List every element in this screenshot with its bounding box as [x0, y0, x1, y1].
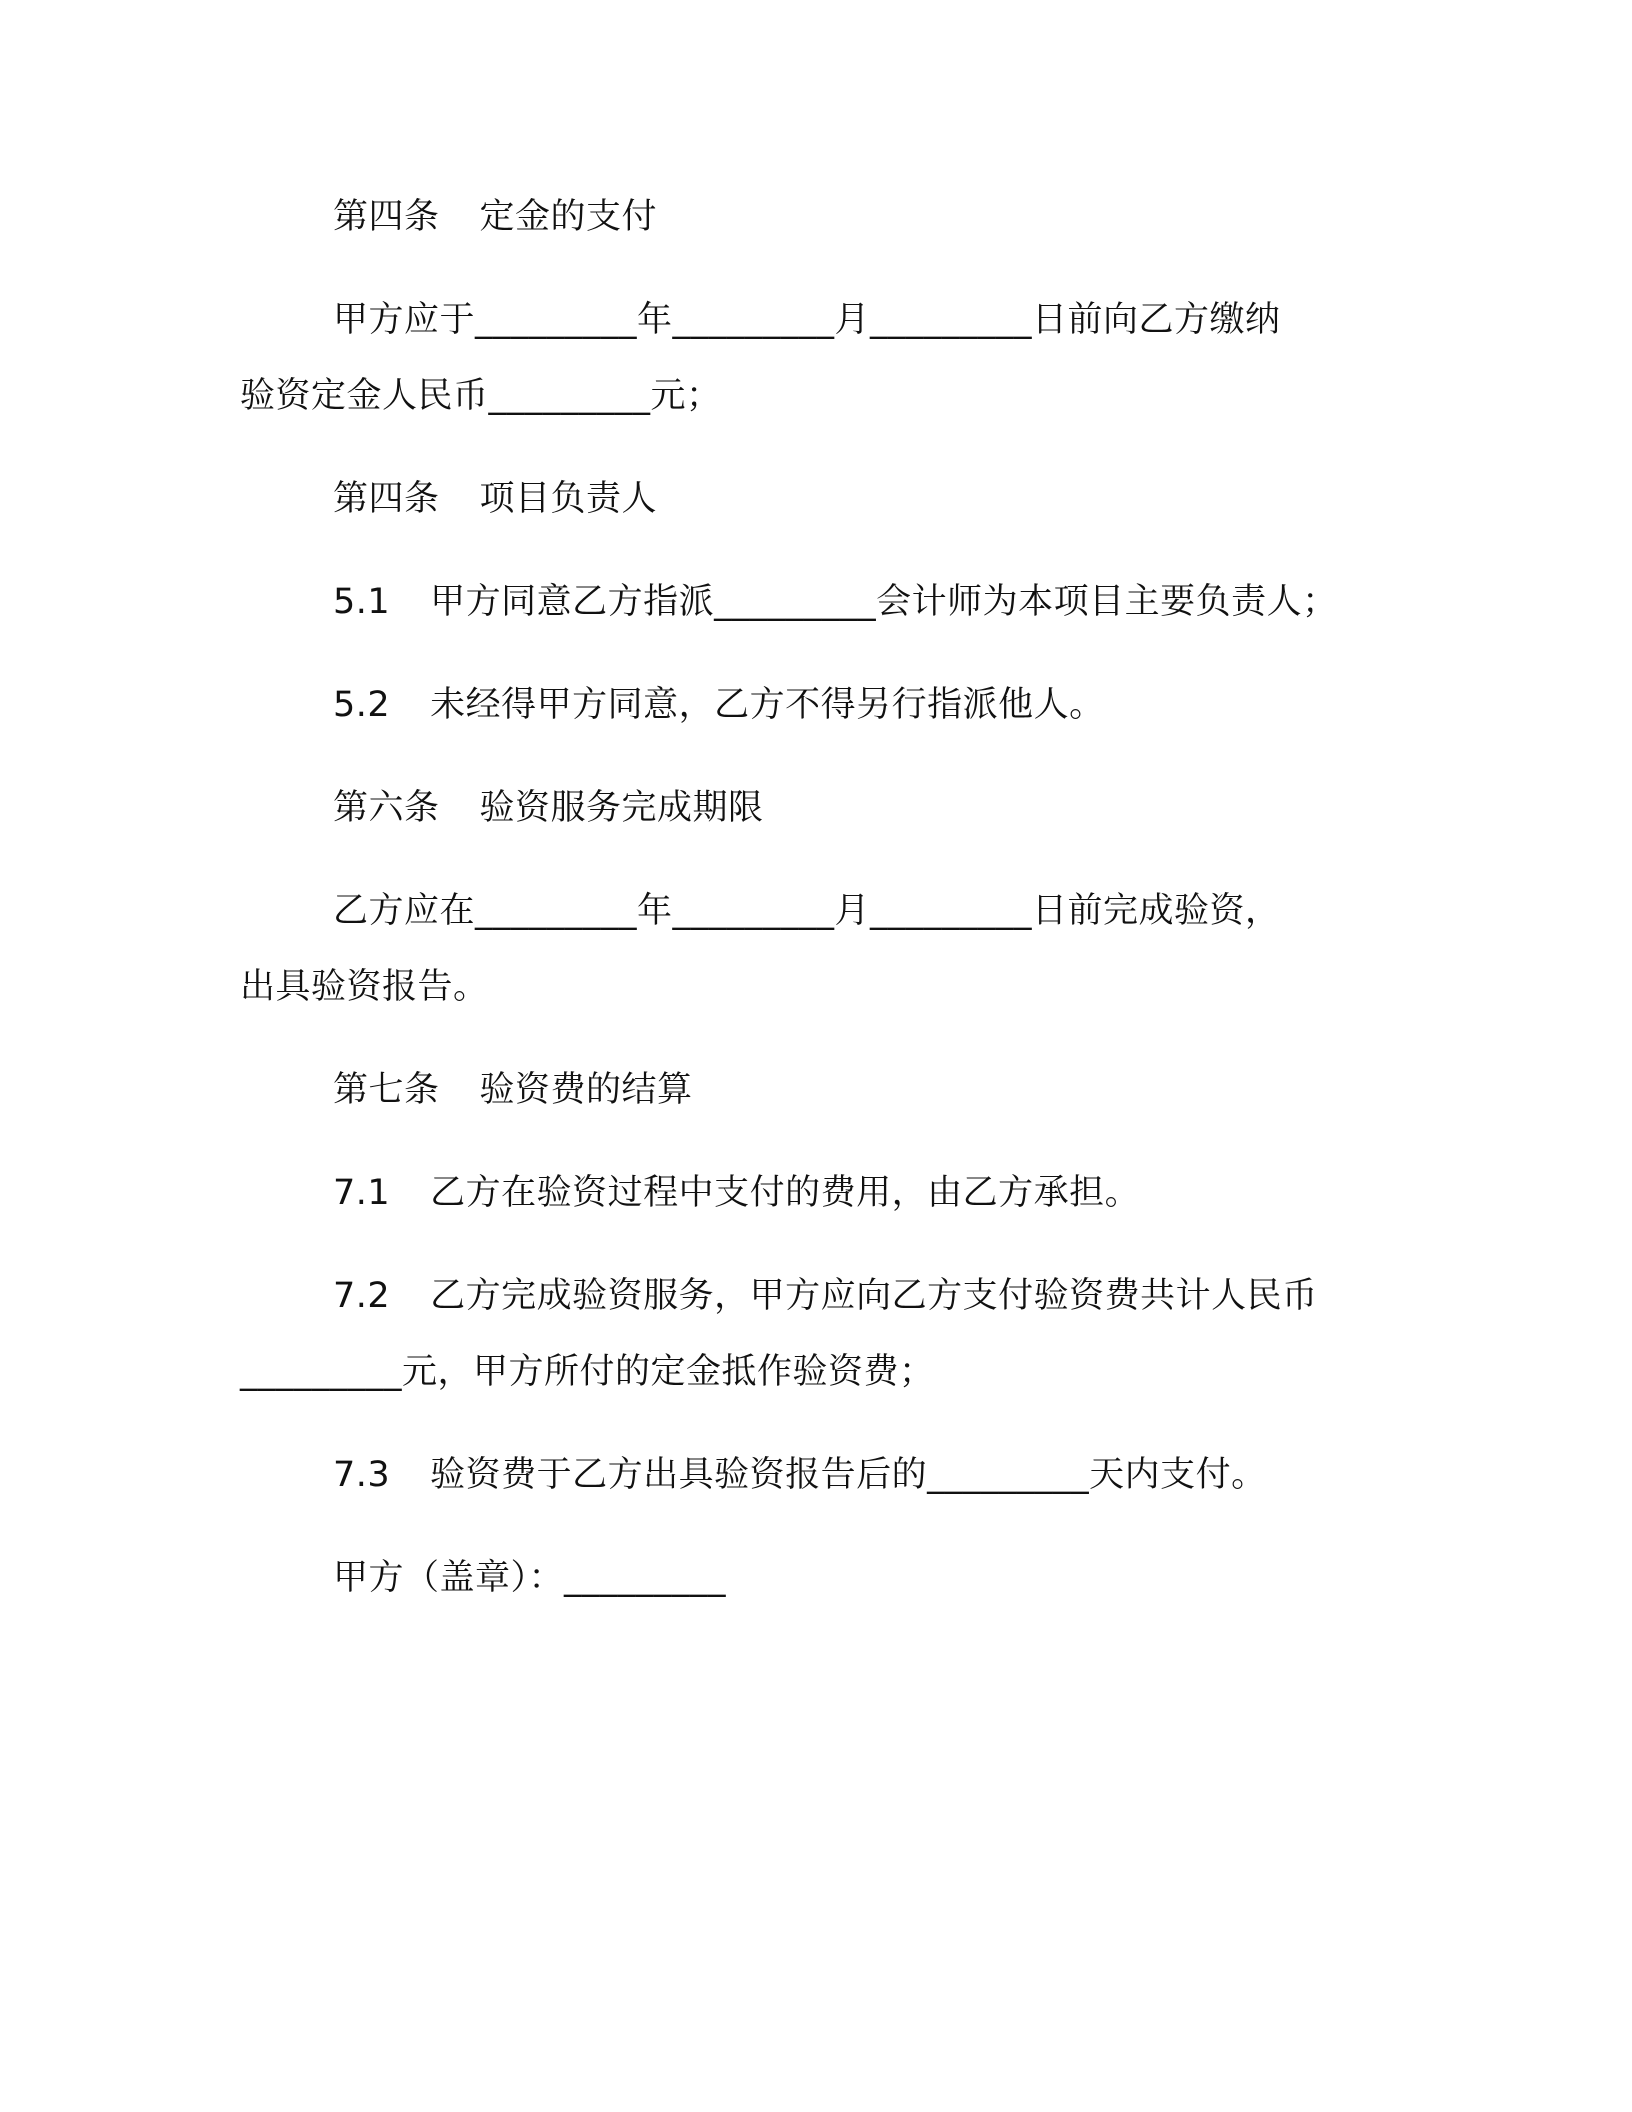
article-number: 第六条: [333, 788, 440, 828]
article-4-heading: [333, 195, 657, 239]
article-number: 第四条: [333, 197, 440, 237]
article-5-heading: [333, 477, 657, 521]
paragraph-text: 甲方应于_________年_________月_________日前向乙方缴纳: [333, 300, 1281, 340]
article-title: 定金的支付: [479, 197, 658, 237]
clause-number: 7.1: [333, 1173, 391, 1213]
article-number: 第七条: [333, 1070, 440, 1110]
clause-7-1: [333, 1171, 1140, 1215]
clause-7-3: [333, 1453, 1267, 1497]
clause-text: 未经得甲方同意，乙方不得另行指派他人。: [430, 685, 1105, 725]
clause-number: 5.2: [333, 685, 391, 725]
article-number: 第四条: [333, 479, 440, 519]
clause-number: 7.3: [333, 1455, 391, 1495]
clause-text: 验资费于乙方出具验资报告后的_________天内支付。: [430, 1455, 1267, 1495]
clause-text: 甲方同意乙方指派_________会计师为本项目主要负责人；: [430, 582, 1338, 622]
article-6-heading: [333, 786, 764, 830]
paragraph-text: _________元，甲方所付的定金抵作验资费；: [240, 1352, 935, 1392]
clause-5-2: [333, 683, 1105, 727]
clause-number: 7.2: [333, 1276, 391, 1316]
paragraph-line: [333, 298, 1281, 342]
paragraph-line: [333, 889, 1281, 933]
party-a-seal-line: [333, 1556, 726, 1600]
article-7-heading: [333, 1068, 693, 1112]
paragraph-line: [240, 1350, 935, 1394]
article-title: 验资费的结算: [479, 1070, 693, 1110]
clause-5-1: [333, 580, 1338, 624]
article-title: 项目负责人: [479, 479, 658, 519]
article-title: 验资服务完成期限: [479, 788, 764, 828]
clause-number: 5.1: [333, 582, 391, 622]
clause-text: 乙方在验资过程中支付的费用，由乙方承担。: [430, 1173, 1141, 1213]
clause-text: 乙方完成验资服务，甲方应向乙方支付验资费共计人民币: [430, 1276, 1318, 1316]
paragraph-line: [240, 965, 489, 1009]
paragraph-text: 乙方应在_________年_________月_________日前完成验资，: [333, 891, 1281, 931]
clause-7-2: [333, 1274, 1318, 1318]
signature-text: 甲方（盖章）：_________: [333, 1558, 727, 1598]
paragraph-text: 出具验资报告。: [240, 967, 489, 1007]
paragraph-text: 验资定金人民币_________元；: [240, 376, 722, 416]
paragraph-line: [240, 374, 722, 418]
